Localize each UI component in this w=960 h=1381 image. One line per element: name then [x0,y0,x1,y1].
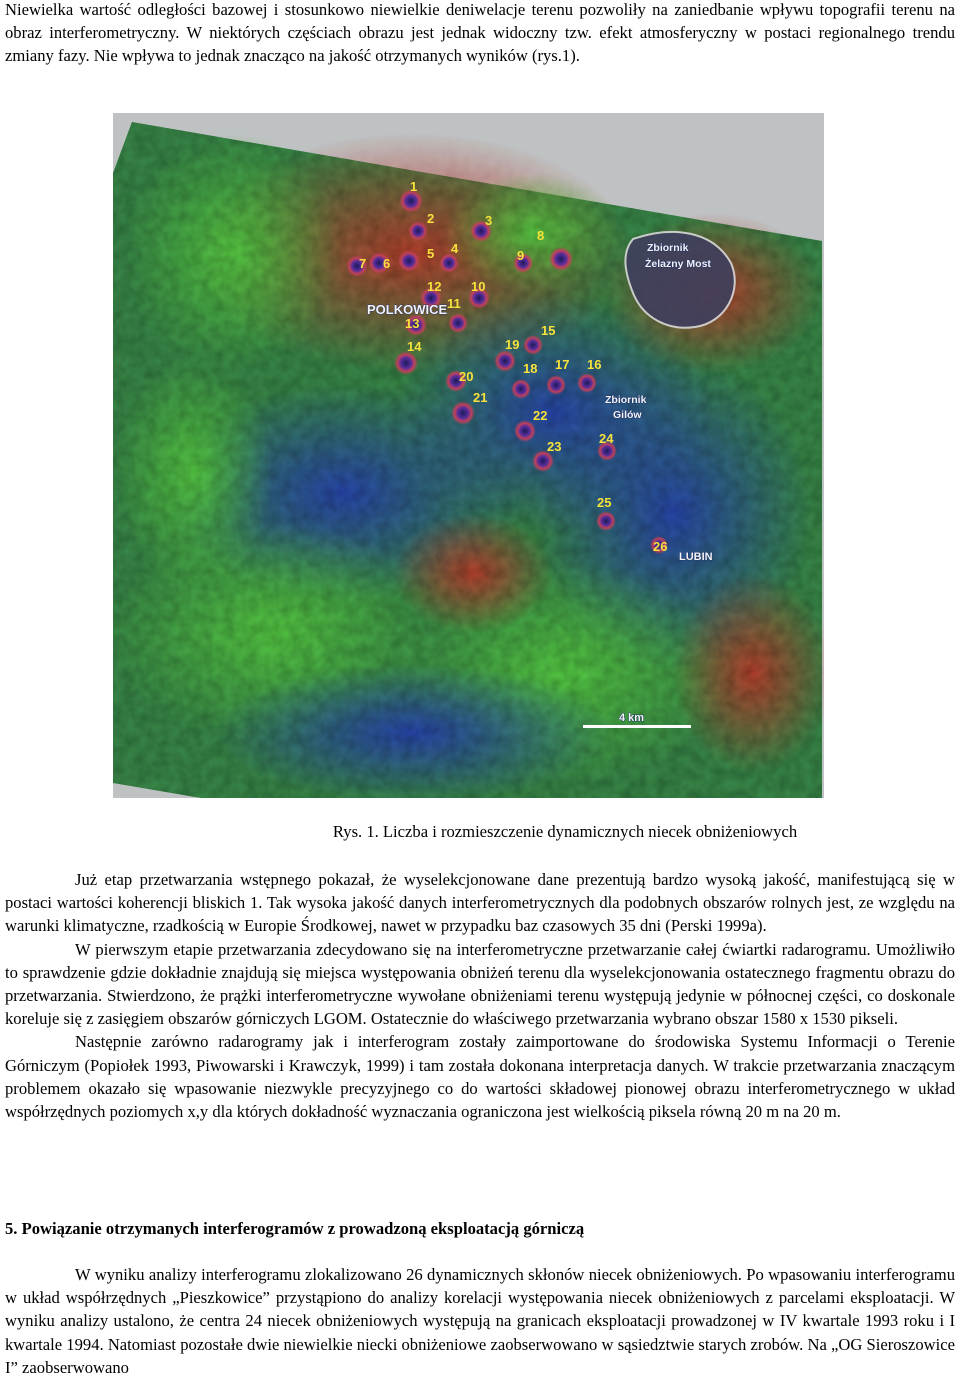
paragraph: W wyniku analizy interferogramu zlokalizowano 26 dynamicznych skłonów niecek obniżeniowych. Po wpasowaniu interferogramu w układ współrzędnych „Pieszkowice” przystąpiono do analizy korelacji występowania niecek obniżeniowych z parcelami eksploatacji. W wyniku analizy ustalono, że centra 24 niecek obniżeniowych występują na granicach eksploatacji prowadzonej w IV kwartale 1993 roku i I kwartale 1994. Natomiast pozostałe dwie niewielkie niecki obniżeniowe zaobserwowano w sąsiedztwie starych zrobów. Na „OG Sieroszowice I” zaobserwowano [5,1265,955,1377]
trough-label: 10 [471,279,486,294]
trough-label: 11 [447,296,461,311]
trough-label: 12 [427,279,442,294]
figure-caption [5,820,955,843]
trough-label: 19 [505,337,520,352]
figure-caption-text: Rys. 1. Liczba i rozmieszczenie dynamicznych niecek obniżeniowych [332,822,798,841]
paragraph: W pierwszym etapie przetwarzania zdecydowano się na interferometryczne przetwarzanie całej ćwiartki radarogramu. Umożliwiło to sprawdzenie gdzie dokładnie znajdują się miejsca występowania obniżeń terenu dla wyselekcjonowania ostatecznego fragmentu obrazu do przetwarzania. Stwierdzono, że prążki interferometryczne wywołane obniżeniami terenu występują jedynie w północnej części, co doskonale koreluje się z zasięgiem obszarów górniczych LGOM. Ostatecznie do właściwego przetwarzania wybrano obszar 1580 x 1530 pikseli. [5,939,955,1029]
trough-label: 20 [459,369,474,384]
trough-label: 26 [653,539,668,554]
section-heading: 5. Powiązanie otrzymanych interferogramów z prowadzoną eksploatacją górniczą [5,1219,585,1238]
zbiornik-gilow-label: Zbiornik [605,394,647,406]
trough-label: 15 [541,323,556,338]
trough-label: 21 [473,390,488,405]
trough-label: 6 [383,256,391,271]
zelazny-most-label: Żelazny Most [645,258,711,270]
trough-label: 13 [405,316,420,331]
trough-label: 3 [485,213,493,228]
interferogram-figure [113,113,824,798]
zbiornik-zelazny-label: Zbiornik [647,242,689,254]
trough-label: 1 [410,179,418,194]
trough-label: 5 [427,246,435,261]
paragraph: Następnie zarówno radarogramy jak i interferogram zostały zaimportowane do środowiska Systemu Informacji o Terenie Górniczym (Popiołek 1993, Piwowarski i Krawczyk, 1999) i tam została dokonana interpretacja danych. W trakcie przetwarzania znaczącym problemem okazało się wpasowanie niezwykle precyzyjnego co do wartości składowej pionowej obrazu interferometrycznego w układ współrzędnych poziomych x,y dla których dokładność wyznaczania ograniczona jest wielkością piksela równą 20 m na 20 m. [5,1032,955,1122]
trough-label: 7 [359,256,367,271]
interferogram-map [113,113,824,798]
trough-label: 2 [427,211,435,226]
trough-label: 16 [587,357,602,372]
trough-label: 4 [451,241,459,256]
trough-label: 23 [547,439,562,454]
body-text [5,868,955,1123]
trough-label: 24 [599,431,614,446]
trough-label: 8 [537,228,545,243]
gilow-label: Gilów [613,409,642,421]
lubin-label: LUBIN [679,551,713,563]
polkowice-label: POLKOWICE [367,302,448,317]
intro-paragraph: Niewielka wartość odległości bazowej i stosunkowo niewielkie deniwelacje terenu pozwoliły na zaniedbanie wpływu topografii terenu na obraz interferometryczny. W niektórych częściach obrazu jest jednak widoczny tzw. efekt atmosferyczny w postaci regionalnego trendu zmiany fazy. Nie wpływa to jednak znacząco na jakość otrzymanych wyników (rys.1). [5,0,955,66]
trough-label: 9 [517,248,525,263]
trough-label: 14 [407,339,422,354]
paragraph: Już etap przetwarzania wstępnego pokazał, że wyselekcjonowane dane prezentują bardzo wysoką jakość, manifestującą się w postaci wartości koherencji bliskich 1. Tak wysoka jakość danych interferometrycznych dla podobnych obszarów rolnych jest, ze względu na warunki klimatyczne, rzadkością w Europie Środkowej, nawet w przypadku baz czasowych 35 dni (Perski 1999a). [5,870,955,936]
trough-label: 25 [597,495,612,510]
trough-label: 22 [533,408,548,423]
trough-label: 17 [555,357,570,372]
scale-label: 4 km [619,712,645,724]
trough-label: 18 [523,361,538,376]
